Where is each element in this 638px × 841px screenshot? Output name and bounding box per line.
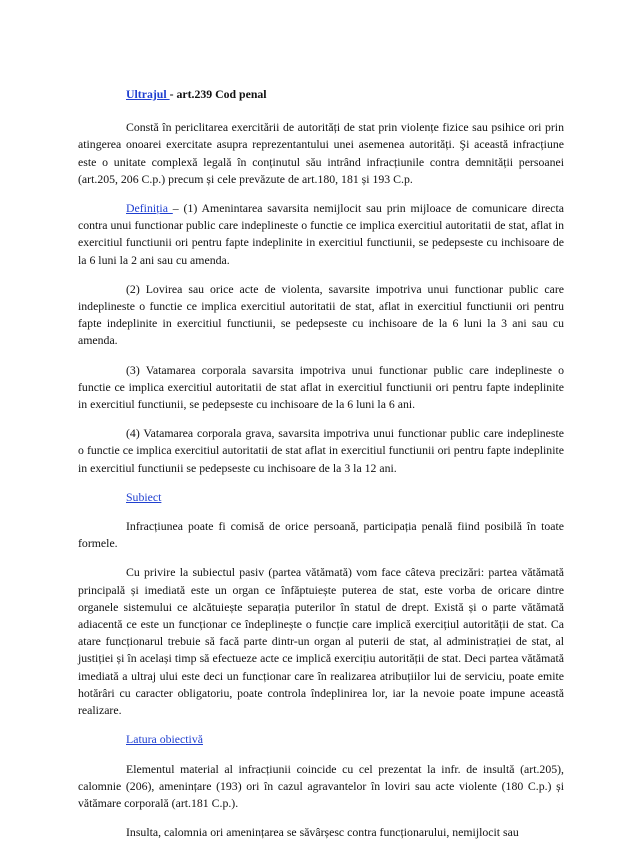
definitia-paragraph-3: (3) Vatamarea corporala savarsita impotriva unui functionar public care indeplineste o functie ce implica exercitiul autoritatii de stat aflat in exercitiul functiunii ori pentru fapte indeplinite in exercitiul functiunii, se pedepseste cu inchisoare de la 6 luni la 6 ani. [78, 362, 564, 412]
definitia-paragraph-2: (2) Lovirea sau orice acte de violenta, savarsite impotriva unui functionar public care indeplineste o functie ce implica exercitiul autoritatii de stat, aflat in exercitiul functiunii ori pentru fapte indeplinite in exercitiul functiunii, se pedepseste cu inchisoare de la 6 luni la 3 ani sau cu amenda. [78, 281, 564, 348]
section-heading [78, 86, 564, 103]
latura-link[interactable]: Latura obiectivă [126, 732, 203, 747]
subiect-heading [78, 489, 564, 506]
heading-link[interactable]: Ultrajul [126, 87, 170, 101]
latura-heading [78, 731, 564, 748]
subiect-paragraph-1: Infracțiunea poate fi comisă de orice persoană, participația penală fiind posibilă în toate formele. [78, 519, 564, 551]
intro-paragraph: Constă în periclitarea exercitării de autorități de stat prin violențe fizice sau psihice ori prin atingerea onoarei exercitate asupra reprezentantului unei asemenea autorități. Şi această infracțiune este o unitate complexă legală în conținutul său intrând infracțiunile contra demnității persoanei (art.205, 206 C.p.) precum și cele prevăzute de art.180, 181 și 193 C.p. [78, 120, 564, 186]
subiect-paragraph-2: Cu privire la subiectul pasiv (partea vătămată) vom face câteva precizări: partea vătămată principală și imediată este un organ ce înfăptuiește puterea de stat, este vorba de oricare dintre organele sistemului ce alcătuiește separația puterilor în statul de drept. Există și o parte vătămată adiacentă ce este un funcționar ce îndeplinește o funcție care implică exercițiul autorității de stat. Ca atare funcționarul trebuie să facă parte dintr-un organ al puterii de stat, al administrației de stat, al justiției și în același timp să efectueze acte ce implică exercițiu autorității de stat. Deci partea vătămată imediată a ultraj ului este deci un funcționar care în realizarea atribuțiilor lui de serviciu, poate emite hotărâri cu caracter obligatoriu, poate controla îndeplinirea lor, iar la nevoie poate impune această realizare. [78, 565, 564, 718]
latura-paragraph-2: Insulta, calomnia ori amenințarea se săvârșesc contra funcționarului, nemijlocit sau [126, 825, 519, 840]
definitia-link[interactable]: Definiția [126, 201, 173, 216]
definitia-paragraph-1 [78, 200, 564, 269]
definitia-text-1: – (1) Amenintarea savarsita nemijlocit sau prin mijloace de comunicare directa contra unui functionar public care indeplineste o functie ce implica exercitiul autoritatii de stat, aflat in exercitiul functiunii ori pentru fapte indeplinite in exercitiul functiunii, se pedepseste cu inchisoare de la 6 luni la 2 ani sau cu amenda. [78, 201, 564, 267]
heading-title: - art.239 Cod penal [169, 87, 267, 101]
latura-paragraph-1: Elementul material al infracțiunii coincide cu cel prezentat la infr. de insultă (art.205), calomnie (206), amenințare (193) ori în cazul agravantelor în loviri sau acte violente (180 C.p.) și vătămare corporală (art.181 C.p.). [78, 761, 564, 810]
definitia-paragraph-4: (4) Vatamarea corporala grava, savarsita impotriva unui functionar public care indeplineste o functie ce implica exercitiul autoritatii de stat aflat in exercitiul functiunii ori pentru fapte indeplinite in exercitiul functiunii se pedepseste cu inchisoare de la 3 la 12 ani. [78, 426, 564, 475]
document-body [78, 86, 564, 841]
subiect-link[interactable]: Subiect [126, 489, 162, 504]
